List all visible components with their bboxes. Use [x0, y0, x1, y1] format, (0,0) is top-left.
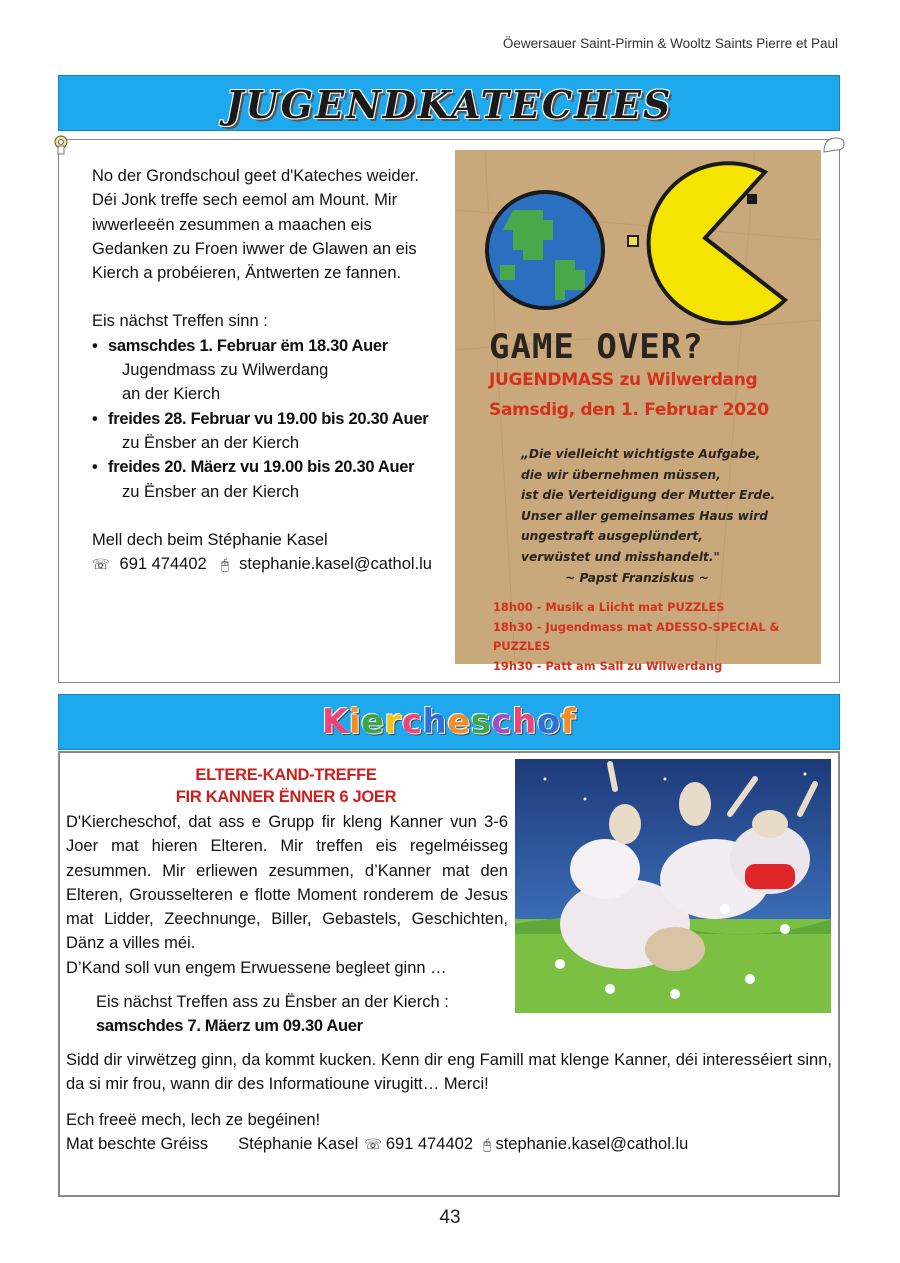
- accompany-note: D’Kand soll vun engem Erwuessene begleet ginn …: [66, 959, 447, 977]
- page-number: 43: [439, 1207, 461, 1228]
- meeting-date: freides 28. Februar vu 19.00 bis 20.30 Auer: [108, 409, 429, 428]
- closing-greeting: Ech freeë mech, lech ze begéinen!: [66, 1111, 321, 1129]
- phone-icon: ☏: [364, 1136, 382, 1153]
- mouse-icon: 🖰: [483, 1136, 492, 1153]
- bullet-icon: •: [92, 409, 98, 428]
- closing-name: Stéphanie Kasel: [238, 1135, 359, 1154]
- poster-headline: GAME OVER?: [489, 327, 704, 367]
- section-banner-kiercheschof: [58, 694, 840, 750]
- title-letter: h: [422, 702, 448, 742]
- next-meeting: [96, 990, 449, 1039]
- closing-regards: Mat beschte Gréiss: [66, 1135, 209, 1154]
- title-letter: c: [401, 702, 423, 742]
- bullet-icon: •: [92, 458, 98, 477]
- scroll-curl-right-icon: [822, 136, 846, 154]
- poster-schedule: [493, 598, 813, 676]
- title-letter: K: [321, 702, 349, 742]
- jugendkateches-text: [92, 164, 448, 576]
- phone-icon: ☏: [92, 556, 110, 573]
- quote-line: ungestraft ausgeplündert,: [521, 529, 703, 544]
- title-letter: f: [560, 702, 577, 742]
- closing-block: [66, 1108, 688, 1157]
- invitation-paragraph: Sidd dir virwëtzeg ginn, da kommt kucken. Kenn dir eng Famill mat klenge Kanner, déi interesséiert sinn, da si mir frou, wann dir des Informatioune virugitt… Merci!: [66, 1051, 832, 1094]
- title-letter: e: [447, 702, 471, 742]
- title-letter: r: [384, 702, 402, 742]
- title-letter: e: [360, 702, 385, 742]
- next-meetings-label: Eis nächst Treffen sinn :: [92, 312, 268, 331]
- dancing-sheep-illustration: [515, 759, 831, 1013]
- kiercheschof-subtitle: [66, 764, 506, 808]
- closing-email[interactable]: stephanie.kasel@cathol.lu: [495, 1135, 689, 1154]
- quote-line: verwüstet und misshandelt.": [521, 549, 720, 564]
- mouse-icon: 🖰: [220, 556, 230, 573]
- poster-event: JUGENDMASS zu Wilwerdang: [489, 370, 758, 390]
- schedule-line: 18h30 - Jugendmass mat ADESSO-SPECIAL & PUZZLES: [493, 619, 780, 653]
- meeting-detail: an der Kierch: [122, 385, 221, 404]
- meeting-detail: zu Ënsber an der Kierch: [122, 482, 300, 501]
- meeting-item: [92, 334, 448, 358]
- intro-paragraph: No der Grondschoul geet d'Kateches weider. Déi Jonk treffe sech eemol am Mount. Mir iwwerleeën zesummen a maachen eis Gedanken zu Froen iwwer de Glawen an eis Kierch a probéieren, Äntwerten ze fannen.: [92, 167, 419, 283]
- meeting-item: [92, 407, 448, 431]
- section-title: JUGENDKATECHES: [225, 82, 673, 127]
- poster-quote: [521, 444, 811, 588]
- poster-date: Samsdig, den 1. Februar 2020: [489, 400, 769, 420]
- quote-author: ~ Papst Franziskus ~: [565, 570, 709, 585]
- quote-line: „Die vielleicht wichtigste Aufgabe,: [521, 447, 761, 461]
- closing-phone: 691 474402: [385, 1135, 474, 1154]
- contact-label: Mell dech beim Stéphanie Kasel: [92, 530, 328, 549]
- contact-line: [92, 552, 448, 576]
- next-meeting-label: Eis nächst Treffen ass zu Ënsber an der Kierch :: [96, 993, 449, 1011]
- parish-header: Öewersauer Saint-Pirmin & Wooltz Saints Pierre et Paul: [502, 36, 838, 51]
- title-letter: s: [470, 702, 492, 742]
- bullet-icon: •: [92, 336, 98, 355]
- meeting-item: [92, 455, 448, 479]
- meeting-detail: zu Ënsber an der Kierch: [122, 433, 300, 452]
- section-title: [59, 702, 839, 742]
- schedule-line: 19h30 - Patt am Sall zu Wilwerdang: [493, 658, 723, 673]
- title-letter: o: [536, 702, 561, 742]
- title-letter: c: [491, 702, 513, 742]
- meeting-detail: Jugendmass zu Wilwerdang: [122, 361, 329, 380]
- scroll-curl-left-icon: [52, 134, 70, 156]
- title-letter: h: [512, 702, 537, 742]
- section-banner-jugendkateches: [58, 75, 840, 131]
- closing-signature-row: [66, 1132, 688, 1156]
- kiercheschof-description: D'Kiercheschof, dat ass e Grupp fir kleng Kanner vun 3-6 Joer mat hieren Elteren. Mir treffen eis regelméisseg zesummen. Mir erliewen zesummen, d’Kanner mat den Elteren, Grousselteren e flotte Moment ronderem de Jesus mat Lidder, Zeechnunge, Biller, Gebastels, Geschichten, Dänz a villes méi.: [66, 813, 508, 953]
- quote-line: die wir übernehmen müssen,: [521, 467, 721, 482]
- next-meeting-date: samschdes 7. Mäerz um 09.30 Auer: [96, 1017, 363, 1036]
- meeting-date: freides 20. Mäerz vu 19.00 bis 20.30 Auer: [108, 458, 415, 477]
- subtitle-line: FIR KANNER ËNNER 6 JOER: [175, 788, 397, 806]
- schedule-line: 18h00 - Musik a Liicht mat PUZZLES: [493, 600, 725, 614]
- contact-phone: 691 474402: [119, 555, 207, 574]
- game-over-poster: [455, 150, 821, 673]
- pixel-earth-icon: [487, 192, 603, 308]
- subtitle-line: ELTERE-KAND-TREFFE: [195, 766, 377, 784]
- quote-line: Unser aller gemeinsames Haus wird: [521, 508, 768, 523]
- quote-line: ist die Verteidigung der Mutter Erde.: [521, 488, 776, 503]
- contact-email[interactable]: stephanie.kasel@cathol.lu: [239, 555, 432, 574]
- meeting-date: samschdes 1. Februar ëm 18.30 Auer: [108, 336, 388, 355]
- title-letter: i: [348, 702, 361, 742]
